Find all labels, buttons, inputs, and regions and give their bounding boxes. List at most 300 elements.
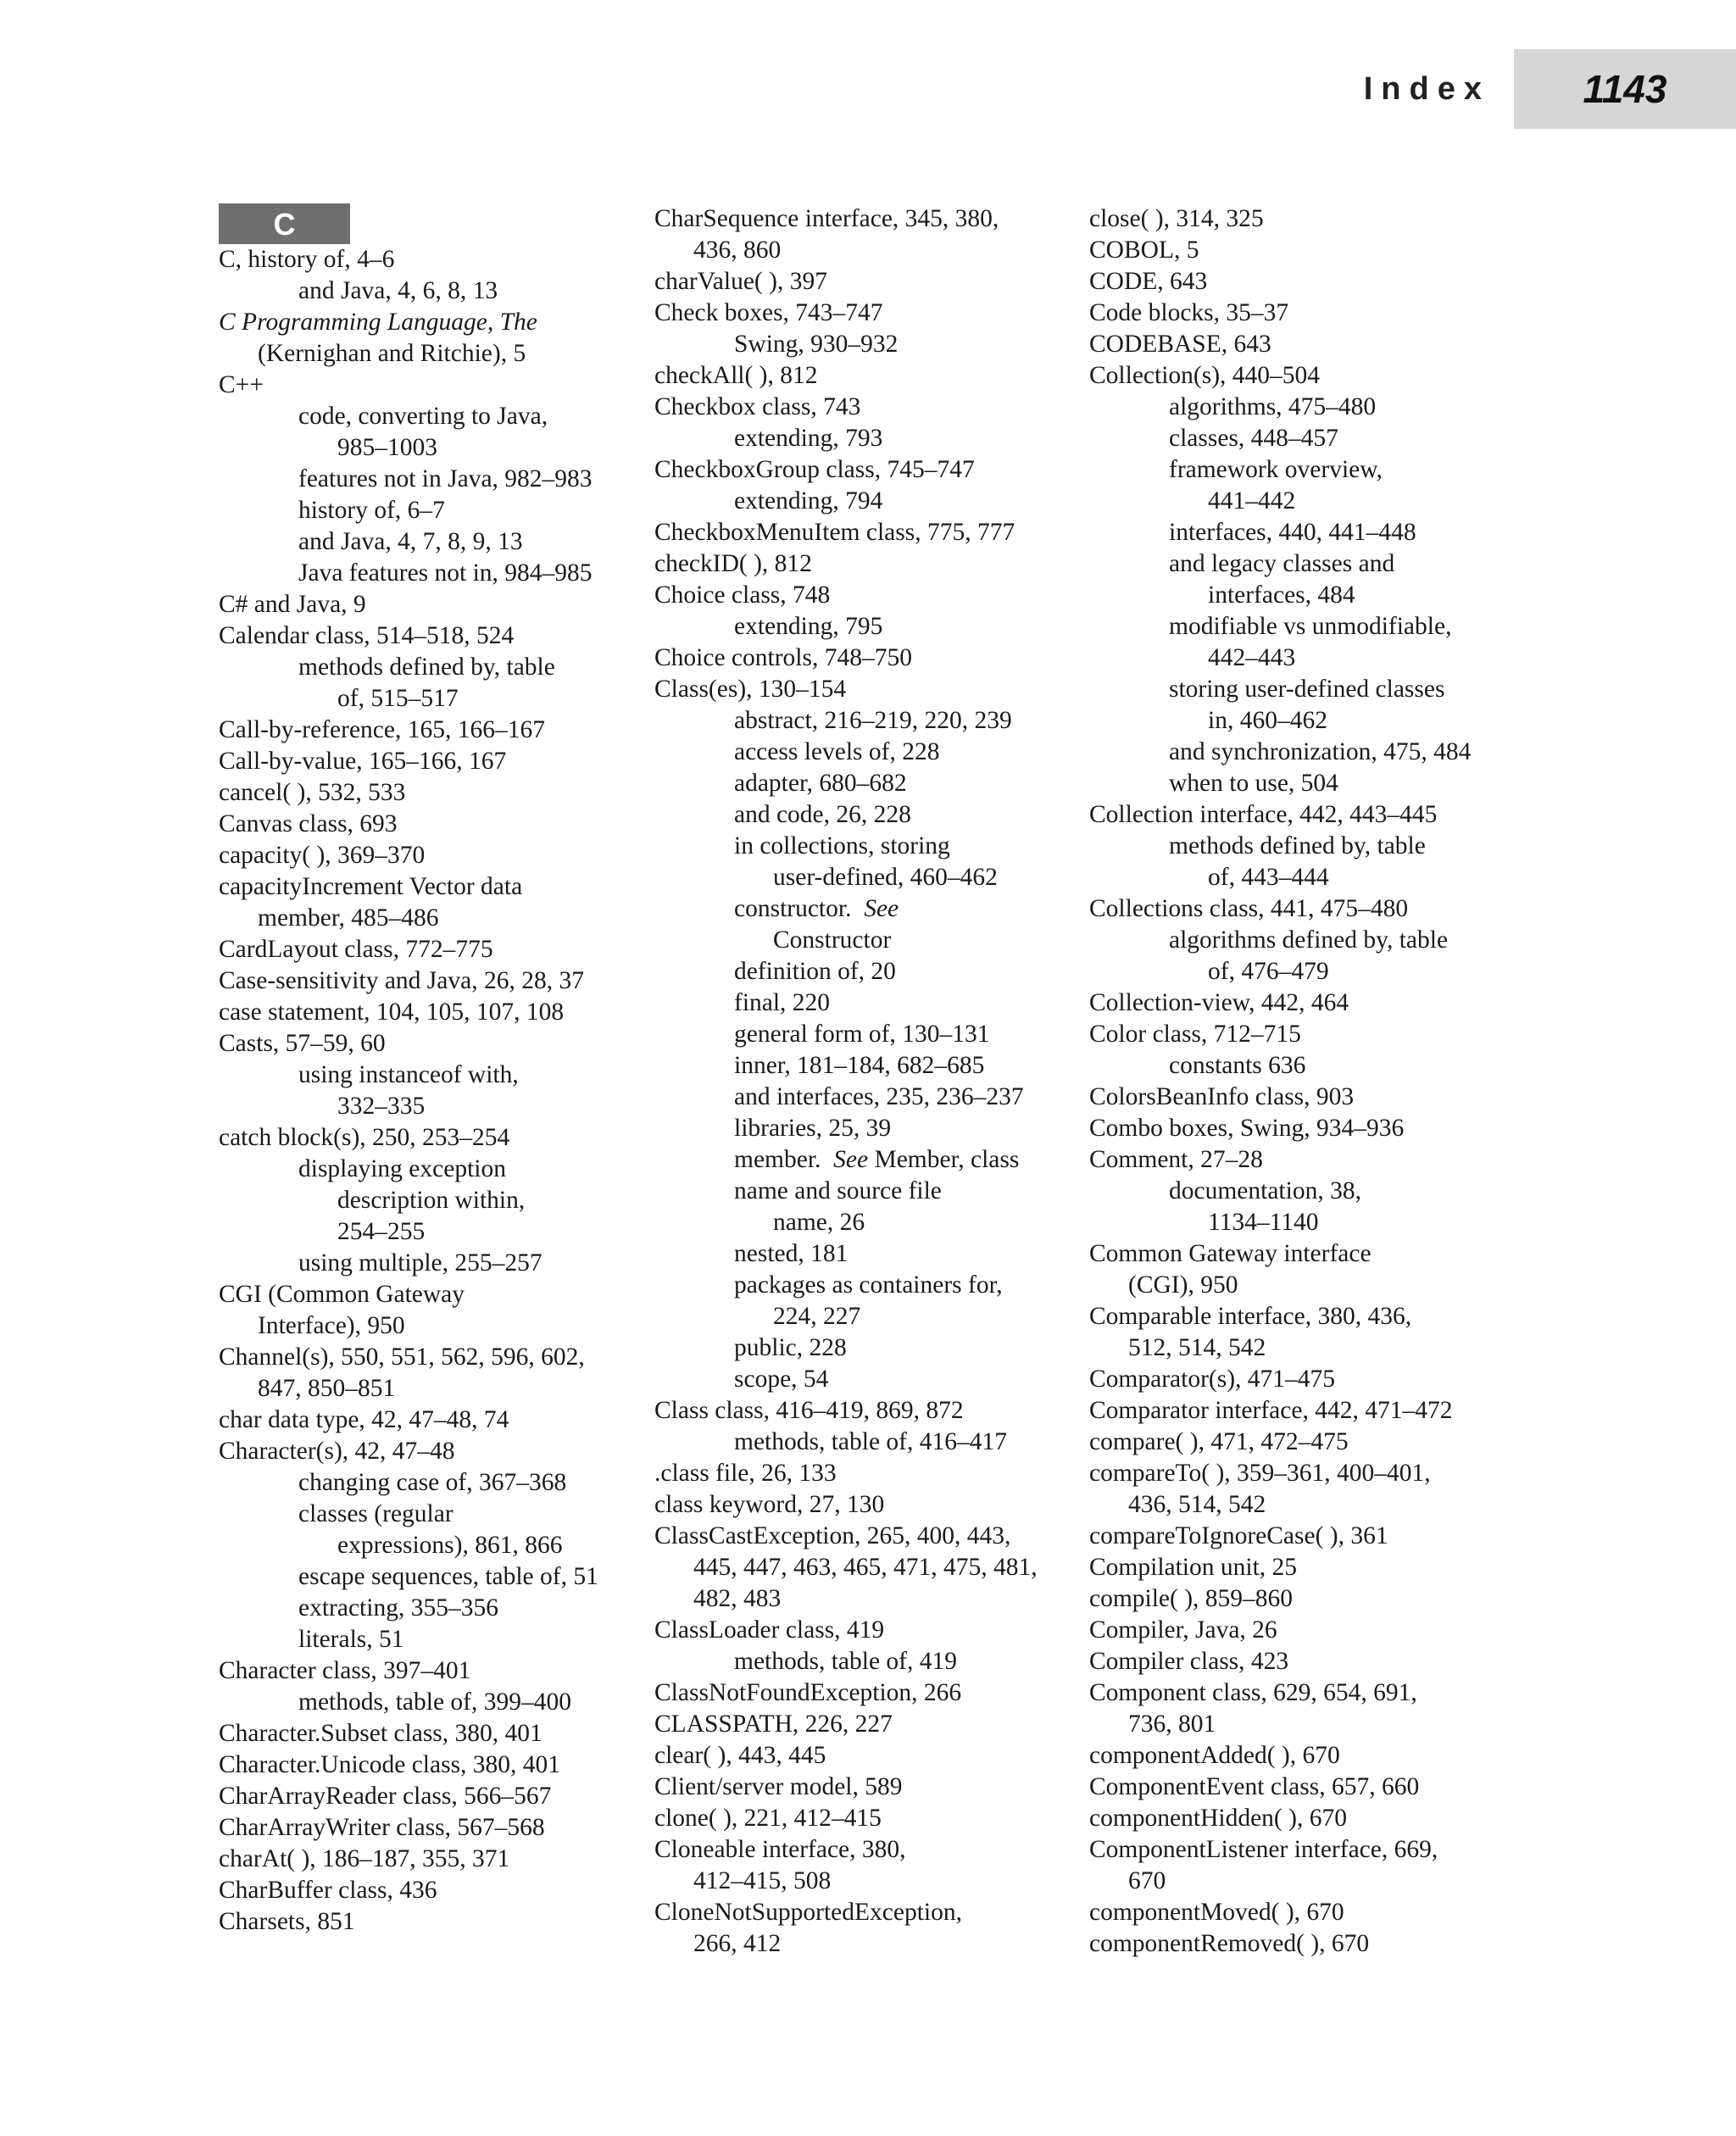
index-entry-text: Comment, 27–28 — [1089, 1146, 1263, 1173]
index-entry-text: methods, table of, 399–400 — [298, 1688, 571, 1716]
index-entry — [1089, 298, 1530, 329]
index-entry-text: checkID( ), 812 — [654, 550, 812, 577]
index-entry — [1089, 266, 1530, 298]
index-entry-text: of, 476–479 — [1208, 958, 1329, 985]
index-entry-text: compare( ), 471, 472–475 — [1089, 1428, 1349, 1455]
index-entry-text: adapter, 680–682 — [734, 770, 907, 797]
index-entry-text: abstract, 216–219, 220, 239 — [734, 707, 1012, 734]
index-entry-text: componentMoved( ), 670 — [1089, 1899, 1344, 1926]
index-entry — [654, 1803, 1087, 1834]
index-entry — [1089, 1803, 1530, 1834]
index-entry — [654, 831, 1087, 862]
index-entry — [1089, 831, 1530, 862]
index-entry-text: Checkbox class, 743 — [654, 393, 861, 420]
index-entry — [1089, 1583, 1530, 1615]
index-entry — [219, 777, 643, 809]
index-entry-text: CharSequence interface, 345, 380, — [654, 205, 999, 232]
index-entry — [219, 1060, 643, 1091]
index-entry-text: classes (regular — [298, 1500, 453, 1527]
index-entry-text: expressions), 861, 866 — [337, 1532, 563, 1559]
index-entry — [654, 486, 1087, 517]
index-entry-text: Comparable interface, 380, 436, — [1089, 1303, 1412, 1330]
index-entry — [219, 1091, 643, 1122]
index-entry-text: componentHidden( ), 670 — [1089, 1805, 1347, 1832]
page-number: 1143 — [1583, 67, 1667, 111]
index-entry — [219, 1216, 643, 1248]
index-entry-text: and interfaces, 235, 236–237 — [734, 1083, 1024, 1110]
index-entry-text: escape sequences, table of, 51 — [298, 1563, 598, 1590]
index-entry-text: 412–415, 508 — [693, 1867, 832, 1894]
index-entry-text: definition of, 20 — [734, 958, 896, 985]
index-entry-text: 445, 447, 463, 465, 471, 475, 481, — [693, 1554, 1038, 1581]
index-entry — [219, 338, 643, 370]
index-entry — [654, 1583, 1087, 1615]
index-entry-text: 436, 514, 542 — [1128, 1491, 1266, 1518]
index-entry-text: Case-sensitivity and Java, 26, 28, 37 — [219, 967, 584, 994]
index-entry-text: of, 443–444 — [1208, 864, 1329, 891]
index-entry-text: close( ), 314, 325 — [1089, 205, 1264, 232]
index-entry — [1089, 1019, 1530, 1050]
index-entry — [219, 1781, 643, 1812]
index-entry-text: 847, 850–851 — [258, 1375, 396, 1402]
index-entry-text: Interface), 950 — [258, 1312, 405, 1339]
index-entry — [654, 1740, 1087, 1772]
index-entry-text: ComponentListener interface, 669, — [1089, 1836, 1438, 1863]
index-entry-text: checkAll( ), 812 — [654, 362, 818, 389]
index-entry-text: constructor. — [734, 895, 852, 922]
index-entry-text: COBOL, 5 — [1089, 236, 1199, 264]
index-entry — [219, 1812, 643, 1844]
index-entry-text: features not in Java, 982–983 — [298, 465, 593, 492]
index-entry — [1089, 1332, 1530, 1364]
index-entry — [1089, 1395, 1530, 1427]
index-entry — [1089, 203, 1530, 235]
index-entry — [1089, 1677, 1530, 1709]
index-entry — [219, 401, 643, 432]
index-entry-text: compareTo( ), 359–361, 400–401, — [1089, 1460, 1431, 1487]
index-entry — [219, 1436, 643, 1467]
index-entry — [219, 1248, 643, 1279]
index-entry — [654, 799, 1087, 831]
index-entry — [1089, 1521, 1530, 1552]
index-entry-text: 1134–1140 — [1208, 1209, 1319, 1236]
index-entry — [1089, 1646, 1530, 1677]
index-entry — [654, 360, 1087, 392]
index-entry-text: methods, table of, 416–417 — [734, 1428, 1007, 1455]
index-entry — [654, 1207, 1087, 1238]
index-entry — [219, 1687, 643, 1718]
index-entry-text: C++ — [219, 371, 264, 398]
index-entry — [219, 1749, 643, 1781]
index-entry — [1089, 1615, 1530, 1646]
index-entry — [1089, 642, 1530, 674]
index-entry-text: documentation, 38, — [1169, 1177, 1361, 1204]
index-entry-text: code, converting to Java, — [298, 403, 548, 430]
index-entry-text: and Java, 4, 7, 8, 9, 13 — [298, 528, 523, 555]
index-entry-text: name, 26 — [773, 1209, 865, 1236]
index-entry-text: Compilation unit, 25 — [1089, 1554, 1298, 1581]
index-entry-text: Choice class, 748 — [654, 581, 831, 609]
index-entry-text: inner, 181–184, 682–685 — [734, 1052, 985, 1079]
index-entry — [219, 1185, 643, 1216]
index-entry-text: 441–442 — [1208, 487, 1296, 515]
index-entry-text: 224, 227 — [773, 1303, 861, 1330]
index-entry — [1089, 925, 1530, 956]
index-entry-text: case statement, 104, 105, 107, 108 — [219, 998, 565, 1026]
index-entry — [1089, 423, 1530, 454]
index-entry-text: extracting, 355–356 — [298, 1594, 498, 1621]
index-entry-text: ClassLoader class, 419 — [654, 1616, 885, 1644]
index-entry-text: C# and Java, 9 — [219, 591, 366, 618]
index-entry-text: storing user-defined classes — [1169, 676, 1445, 703]
index-entry-text: 436, 860 — [693, 236, 782, 264]
index-entry — [219, 809, 643, 840]
index-entry — [654, 1552, 1087, 1583]
index-entry-text: 512, 514, 542 — [1128, 1334, 1266, 1361]
index-column-2 — [654, 203, 1087, 1960]
index-entry-text: componentRemoved( ), 670 — [1089, 1930, 1370, 1957]
index-entry — [219, 1718, 643, 1749]
index-entry — [219, 871, 643, 903]
index-entry — [1089, 956, 1530, 987]
index-entry-text: 332–335 — [337, 1093, 426, 1120]
index-entry — [219, 526, 643, 558]
index-entry — [1089, 1834, 1530, 1866]
index-entry-text: compareToIgnoreCase( ), 361 — [1089, 1522, 1388, 1549]
index-entry-text: framework overview, — [1169, 456, 1383, 483]
index-entry — [219, 307, 643, 338]
index-entry-text: 736, 801 — [1128, 1710, 1216, 1738]
index-entry — [654, 1364, 1087, 1395]
index-entry-text: Channel(s), 550, 551, 562, 596, 602, — [219, 1343, 585, 1371]
index-entry-text: CGI (Common Gateway — [219, 1281, 465, 1308]
index-entry-text: 254–255 — [337, 1218, 426, 1245]
index-entry-text: history of, 6–7 — [298, 497, 445, 524]
index-entry — [654, 768, 1087, 799]
index-entry — [219, 683, 643, 715]
index-entry — [219, 1593, 643, 1624]
index-entry — [1089, 1489, 1530, 1521]
index-entry — [1089, 1866, 1530, 1897]
index-entry-text: and legacy classes and — [1169, 550, 1395, 577]
index-entry — [219, 1342, 643, 1373]
index-entry-text: when to use, 504 — [1169, 770, 1338, 797]
index-entry-text: Cloneable interface, 380, — [654, 1836, 906, 1863]
index-entry — [654, 392, 1087, 423]
index-entry-text: 670 — [1128, 1867, 1166, 1894]
index-entry-text: Character.Unicode class, 380, 401 — [219, 1751, 561, 1778]
index-entry — [654, 1772, 1087, 1803]
index-entry-text: member, 485–486 — [258, 904, 439, 932]
index-entry — [1089, 1238, 1530, 1270]
index-entry-text: Collection(s), 440–504 — [1089, 362, 1321, 389]
index-entry — [1089, 360, 1530, 392]
index-entry-text: Java features not in, 984–985 — [298, 559, 593, 587]
index-entry-text: general form of, 130–131 — [734, 1021, 990, 1048]
index-entry — [219, 746, 643, 777]
index-entry — [1089, 705, 1530, 737]
index-entry-text: Check boxes, 743–747 — [654, 299, 883, 326]
index-entry — [219, 1154, 643, 1185]
index-entry-text: Call-by-value, 165–166, 167 — [219, 748, 507, 775]
index-entry-text: name and source file — [734, 1177, 942, 1204]
index-entry — [219, 1122, 643, 1154]
index-entry-text: of, 515–517 — [337, 685, 459, 712]
index-entry — [1089, 454, 1530, 486]
index-entry — [654, 1928, 1087, 1960]
index-entry-text: Client/server model, 589 — [654, 1773, 903, 1800]
index-entry-text: description within, — [337, 1187, 526, 1214]
index-entry — [654, 1427, 1087, 1458]
index-entry — [654, 737, 1087, 768]
index-entry-text: user-defined, 460–462 — [773, 864, 998, 891]
index-entry — [1089, 1207, 1530, 1238]
index-entry-text: access levels of, 228 — [734, 738, 940, 765]
index-entry — [219, 934, 643, 965]
index-entry-text: Choice controls, 748–750 — [654, 644, 912, 671]
index-entry-text: classes, 448–457 — [1169, 425, 1338, 452]
index-entry-text: CharArrayReader class, 566–567 — [219, 1783, 552, 1810]
index-entry — [1089, 737, 1530, 768]
index-entry — [654, 1082, 1087, 1113]
index-entry — [1089, 1301, 1530, 1332]
index-entry — [219, 464, 643, 495]
index-entry — [219, 1467, 643, 1499]
index-entry — [654, 642, 1087, 674]
index-entry — [219, 840, 643, 871]
see-reference: See — [833, 1146, 869, 1173]
index-entry — [654, 1301, 1087, 1332]
index-entry-text: extending, 795 — [734, 613, 883, 640]
index-entry-text: algorithms, 475–480 — [1169, 393, 1377, 420]
index-entry-text: CheckboxMenuItem class, 775, 777 — [654, 519, 1015, 546]
index-entry-text: Class(es), 130–154 — [654, 676, 847, 703]
index-entry — [654, 454, 1087, 486]
index-entry — [1089, 235, 1530, 266]
index-entry — [654, 1270, 1087, 1301]
index-entry — [654, 611, 1087, 642]
index-entry — [654, 1615, 1087, 1646]
index-entry-text: in collections, storing — [734, 832, 950, 859]
index-entry-text: (CGI), 950 — [1128, 1271, 1238, 1299]
index-entry-text: Casts, 57–59, 60 — [219, 1030, 386, 1057]
index-entry-text: compile( ), 859–860 — [1089, 1585, 1294, 1612]
index-entry-text: in, 460–462 — [1208, 707, 1327, 734]
index-entry — [219, 620, 643, 652]
index-entry — [1089, 768, 1530, 799]
index-column-1 — [219, 203, 643, 1938]
index-entry — [1089, 987, 1530, 1019]
index-entry-text: cancel( ), 532, 533 — [219, 779, 406, 806]
index-entry-text: Class class, 416–419, 869, 872 — [654, 1397, 964, 1424]
index-entry-text: interfaces, 440, 441–448 — [1169, 519, 1416, 546]
index-entry — [1089, 1270, 1530, 1301]
index-entry — [654, 893, 1087, 925]
index-entry-text: Canvas class, 693 — [219, 810, 398, 837]
index-entry — [1089, 1740, 1530, 1772]
index-entry-text: Character(s), 42, 47–48 — [219, 1438, 455, 1465]
index-entry — [654, 674, 1087, 705]
index-entry-text: and code, 26, 228 — [734, 801, 911, 828]
index-entry — [654, 1144, 1087, 1176]
index-entry — [219, 275, 643, 307]
index-entry-text: CharArrayWriter class, 567–568 — [219, 1814, 545, 1841]
index-entry — [219, 1279, 643, 1310]
index-entry-text: Character class, 397–401 — [219, 1657, 471, 1684]
index-entry-text: modifiable vs unmodifiable, — [1169, 613, 1452, 640]
index-entry — [1089, 1897, 1530, 1928]
index-entry-text: catch block(s), 250, 253–254 — [219, 1124, 510, 1151]
index-entry-text: CardLayout class, 772–775 — [219, 936, 493, 963]
index-entry-text: CODEBASE, 643 — [1089, 331, 1271, 358]
see-reference: See — [864, 895, 899, 922]
index-entry — [654, 1677, 1087, 1709]
index-entry — [654, 925, 1087, 956]
index-entry — [219, 1028, 643, 1060]
index-entry-text: Character.Subset class, 380, 401 — [219, 1720, 542, 1747]
index-entry — [219, 1875, 643, 1906]
page-number-box — [1514, 49, 1736, 129]
index-entry-text: Common Gateway interface — [1089, 1240, 1372, 1267]
index-entry-text: Component class, 629, 654, 691, — [1089, 1679, 1417, 1706]
index-entry — [219, 1530, 643, 1561]
index-entry — [219, 1655, 643, 1687]
index-entry — [219, 244, 643, 275]
index-entry — [654, 548, 1087, 580]
index-entry — [654, 580, 1087, 611]
index-entry — [654, 1050, 1087, 1082]
index-entry — [219, 495, 643, 526]
index-entry — [219, 715, 643, 746]
index-entry — [1089, 1458, 1530, 1489]
index-entry-text: 266, 412 — [693, 1930, 782, 1957]
index-entry — [654, 1646, 1087, 1677]
index-entry-text: ColorsBeanInfo class, 903 — [1089, 1083, 1355, 1110]
index-entry — [654, 956, 1087, 987]
index-entry-text: nested, 181 — [734, 1240, 849, 1267]
index-entry — [1089, 1113, 1530, 1144]
index-entry-text: CheckboxGroup class, 745–747 — [654, 456, 975, 483]
index-entry-text: Calendar class, 514–518, 524 — [219, 622, 515, 649]
index-entry-text: Collections class, 441, 475–480 — [1089, 895, 1409, 922]
index-entry — [654, 1458, 1087, 1489]
index-entry-text: Collection interface, 442, 443–445 — [1089, 801, 1438, 828]
index-entry — [1089, 611, 1530, 642]
index-entry-text: Combo boxes, Swing, 934–936 — [1089, 1115, 1405, 1142]
index-entry — [219, 652, 643, 683]
index-entry — [1089, 580, 1530, 611]
index-entry-text: libraries, 25, 39 — [734, 1115, 892, 1142]
index-entry-text: 442–443 — [1208, 644, 1296, 671]
index-entry — [219, 589, 643, 620]
index-entry-text: .class file, 26, 133 — [654, 1460, 837, 1487]
index-entry — [1089, 1928, 1530, 1960]
index-entry-text: CLASSPATH, 226, 227 — [654, 1710, 893, 1738]
index-entry — [1089, 799, 1530, 831]
index-entry-text: changing case of, 367–368 — [298, 1469, 567, 1496]
index-entry — [219, 965, 643, 997]
index-entry — [1089, 1709, 1530, 1740]
index-entry — [1089, 1772, 1530, 1803]
index-entry — [654, 235, 1087, 266]
see-target: Member, class — [874, 1146, 1020, 1173]
index-entry — [654, 1395, 1087, 1427]
index-entry-text: Charsets, 851 — [219, 1908, 355, 1935]
index-entry-text: class keyword, 27, 130 — [654, 1491, 885, 1518]
index-entry-text: charAt( ), 186–187, 355, 371 — [219, 1845, 510, 1872]
index-entry — [654, 862, 1087, 893]
index-entry-text: Collection-view, 442, 464 — [1089, 989, 1349, 1016]
index-entry — [1089, 517, 1530, 548]
index-entry — [1089, 1176, 1530, 1207]
section-letter-badge: C — [219, 203, 350, 244]
index-entry — [654, 298, 1087, 329]
index-entry — [1089, 392, 1530, 423]
index-entry — [219, 1373, 643, 1405]
index-entry — [654, 517, 1087, 548]
index-entry-text: interfaces, 484 — [1208, 581, 1355, 609]
index-entry — [1089, 674, 1530, 705]
index-entry — [654, 266, 1087, 298]
index-entry — [654, 1709, 1087, 1740]
index-entry-text: methods defined by, table — [1169, 832, 1426, 859]
index-entry — [1089, 1427, 1530, 1458]
index-entry — [219, 432, 643, 464]
index-entry-text: capacityIncrement Vector data — [219, 873, 523, 900]
index-entry — [1089, 1364, 1530, 1395]
index-entry — [654, 1866, 1087, 1897]
index-entry — [1089, 893, 1530, 925]
index-entry-text: 482, 483 — [693, 1585, 782, 1612]
index-entry-text: public, 228 — [734, 1334, 847, 1361]
index-entry-text: Compiler class, 423 — [1089, 1648, 1289, 1675]
index-entry — [1089, 486, 1530, 517]
index-entry — [654, 1897, 1087, 1928]
index-entry-text: Color class, 712–715 — [1089, 1021, 1301, 1048]
index-entry-text: CODE, 643 — [1089, 268, 1208, 295]
index-entry — [219, 370, 643, 401]
index-entry-text: constants 636 — [1169, 1052, 1306, 1079]
index-entry-text: member. — [734, 1146, 821, 1173]
index-entry-text: (Kernighan and Ritchie), 5 — [258, 340, 526, 367]
index-entry — [1089, 1144, 1530, 1176]
running-header-label: Index — [1363, 71, 1490, 107]
index-entry-text: methods defined by, table — [298, 654, 555, 681]
index-entry-text: char data type, 42, 47–48, 74 — [219, 1406, 509, 1433]
index-entry-text: final, 220 — [734, 989, 831, 1016]
index-entry-text: CharBuffer class, 436 — [219, 1877, 437, 1904]
index-entry-text: C, history of, 4–6 — [219, 246, 395, 273]
index-entry — [654, 1332, 1087, 1364]
index-entry — [219, 903, 643, 934]
index-entry — [654, 1019, 1087, 1050]
index-entry — [654, 1489, 1087, 1521]
index-entry — [654, 203, 1087, 235]
index-entry — [219, 1561, 643, 1593]
index-entry-text: clear( ), 443, 445 — [654, 1742, 826, 1769]
index-entry — [1089, 548, 1530, 580]
index-entry — [219, 1405, 643, 1436]
index-entry-text: charValue( ), 397 — [654, 268, 827, 295]
index-entry — [219, 558, 643, 589]
index-entry — [1089, 1082, 1530, 1113]
index-entry — [654, 1176, 1087, 1207]
index-entry-text: Call-by-reference, 165, 166–167 — [219, 716, 545, 743]
index-column-3 — [1089, 203, 1530, 1960]
index-entry-text: ClassNotFoundException, 266 — [654, 1679, 962, 1706]
index-entry-text: Comparator interface, 442, 471–472 — [1089, 1397, 1453, 1424]
index-entry-text: displaying exception — [298, 1155, 506, 1182]
